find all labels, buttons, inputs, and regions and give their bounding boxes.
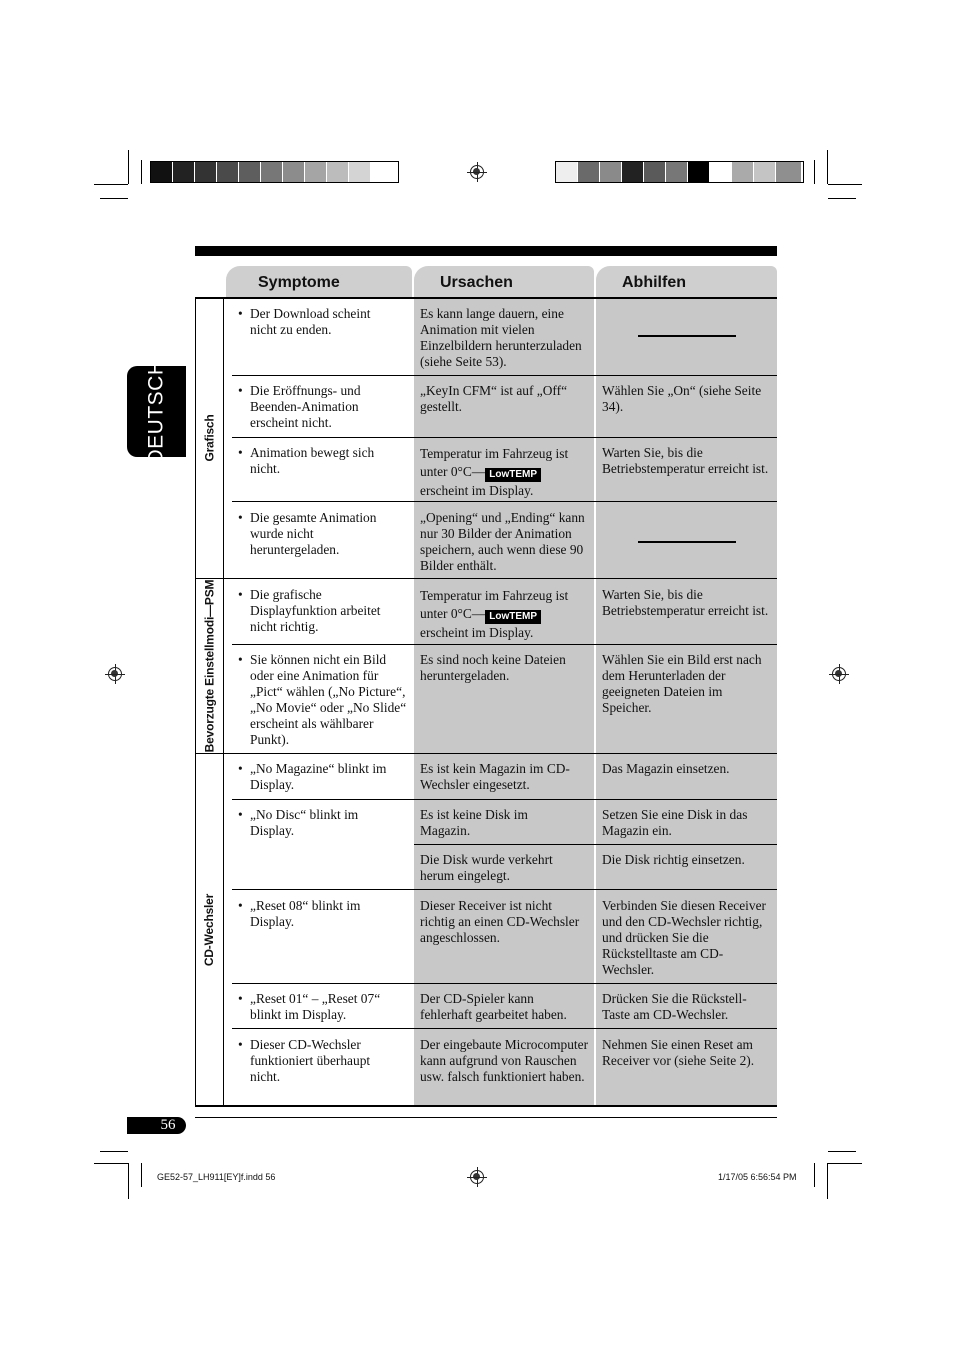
language-tab-label: DEUTSCH bbox=[144, 358, 168, 465]
no-remedy-dash bbox=[638, 541, 736, 543]
table-row-cause: Temperatur im Fahrzeug ist unter 0°C— LowTEMP erscheint im Display. bbox=[420, 588, 569, 640]
color-bar-left bbox=[150, 161, 399, 183]
column-header-symptom: Symptome bbox=[226, 266, 412, 297]
table-row-symptom: • „Reset 01“ – „Reset 07“ blinkt im Display. bbox=[250, 991, 400, 1023]
table-row-cause: Dieser Receiver ist nicht richtig an einen CD-Wechsler angeschlossen. bbox=[420, 898, 580, 945]
table-row-symptom: • Die Eröffnungs- und Beenden-Animation erscheint nicht. bbox=[250, 383, 400, 431]
column-header-cause: Ursachen bbox=[414, 266, 594, 297]
column-header-remedy: Abhilfen bbox=[596, 266, 777, 297]
table-row-cause: Temperatur im Fahrzeug ist unter 0°C— LowTEMP erscheint im Display. bbox=[420, 446, 569, 498]
registration-mark-icon bbox=[470, 165, 484, 179]
table-row-remedy: Die Disk richtig einsetzen. bbox=[602, 852, 745, 867]
table-row-symptom: • Die gesamte Animation wurde nicht heruntergeladen. bbox=[250, 510, 400, 558]
footer-file: GE52-57_LH911[EY]f.indd 56 bbox=[157, 1172, 276, 1182]
table-row-remedy: Verbinden Sie diesen Receiver und den CD-Wechsler richtig, und drücken Sie die Rückstelltaste am CD-Wechsler. bbox=[602, 898, 766, 977]
table-row-cause: Es ist keine Disk im Magazin. bbox=[420, 807, 528, 838]
registration-mark-icon bbox=[470, 1170, 484, 1184]
table-row-remedy: Warten Sie, bis die Betriebstemperatur erreicht ist. bbox=[602, 587, 769, 618]
table-row-remedy: Setzen Sie eine Disk in das Magazin ein. bbox=[602, 807, 748, 838]
no-remedy-dash bbox=[638, 335, 736, 337]
table-row-cause: „KeyIn CFM“ ist auf „Off“ gestellt. bbox=[420, 383, 568, 414]
table-row-cause: Die Disk wurde verkehrt herum eingelegt. bbox=[420, 852, 553, 883]
table-row-cause: Es kann lange dauern, eine Animation mit vielen Einzelbildern herunterzuladen (siehe Seite 53). bbox=[420, 306, 582, 369]
table-row-cause: Es sind noch keine Dateien heruntergeladen. bbox=[420, 652, 566, 683]
table-row-remedy: Wählen Sie ein Bild erst nach dem Herunterladen der geeigneten Dateien im Speicher. bbox=[602, 652, 762, 715]
table-row-symptom: • Animation bewegt sich nicht. bbox=[250, 445, 400, 477]
lowtemp-indicator-icon: LowTEMP bbox=[485, 468, 541, 482]
table-row-symptom: • „No Disc“ blinkt im Display. bbox=[250, 807, 400, 839]
table-row-remedy: Warten Sie, bis die Betriebstemperatur erreicht ist. bbox=[602, 445, 769, 476]
page-number: 56 bbox=[160, 1117, 176, 1133]
table-row-symptom: • Sie können nicht ein Bild oder eine Animation für „Pict“ wählen („No Picture“, „No Movie“ oder „No Slide“ erscheint als wählbarer Punkt). bbox=[250, 652, 410, 748]
table-row-remedy: Das Magazin einsetzen. bbox=[602, 761, 730, 776]
registration-mark-icon bbox=[108, 667, 122, 681]
table-row-symptom: • „No Magazine“ blinkt im Display. bbox=[250, 761, 405, 793]
table-row-cause: Der eingebaute Microcomputer kann aufgrund von Rauschen usw. falsch funktioniert haben. bbox=[420, 1037, 589, 1084]
registration-mark-icon bbox=[832, 667, 846, 681]
table-row-cause: Der CD-Spieler kann fehlerhaft gearbeitet haben. bbox=[420, 991, 567, 1022]
footer-timestamp: 1/17/05 6:56:54 PM bbox=[718, 1172, 797, 1182]
table-row-remedy: Nehmen Sie einen Reset am Receiver vor (siehe Seite 2). bbox=[602, 1037, 755, 1068]
top-rule bbox=[195, 246, 777, 256]
table-row-symptom: • Dieser CD-Wechsler funktioniert überhaupt nicht. bbox=[250, 1037, 400, 1085]
table-row-symptom: • Die grafische Displayfunktion arbeitet nicht richtig. bbox=[250, 587, 400, 635]
table-row-symptom: • Der Download scheint nicht zu enden. bbox=[250, 306, 400, 338]
lowtemp-indicator-icon: LowTEMP bbox=[485, 610, 541, 624]
table-row-symptom: • „Reset 08“ blinkt im Display. bbox=[250, 898, 400, 930]
color-bar-right bbox=[555, 161, 804, 183]
category-grafisch: Grafisch bbox=[202, 414, 217, 462]
category-cd-wechsler: CD-Wechsler bbox=[202, 893, 217, 966]
table-row-cause: Es ist kein Magazin im CD-Wechsler eingesetzt. bbox=[420, 761, 570, 792]
table-row-cause: „Opening“ und „Ending“ kann nur 30 Bilder der Animation speichern, auch wenn diese 90 Bilder enthält. bbox=[420, 510, 585, 573]
table-row-remedy: Drücken Sie die Rückstell-Taste am CD-Wechsler. bbox=[602, 991, 747, 1022]
category-psm: Bevorzugte Einstellmodi—PSM bbox=[202, 579, 217, 753]
table-row-remedy: Wählen Sie „On“ (siehe Seite 34). bbox=[602, 383, 762, 414]
